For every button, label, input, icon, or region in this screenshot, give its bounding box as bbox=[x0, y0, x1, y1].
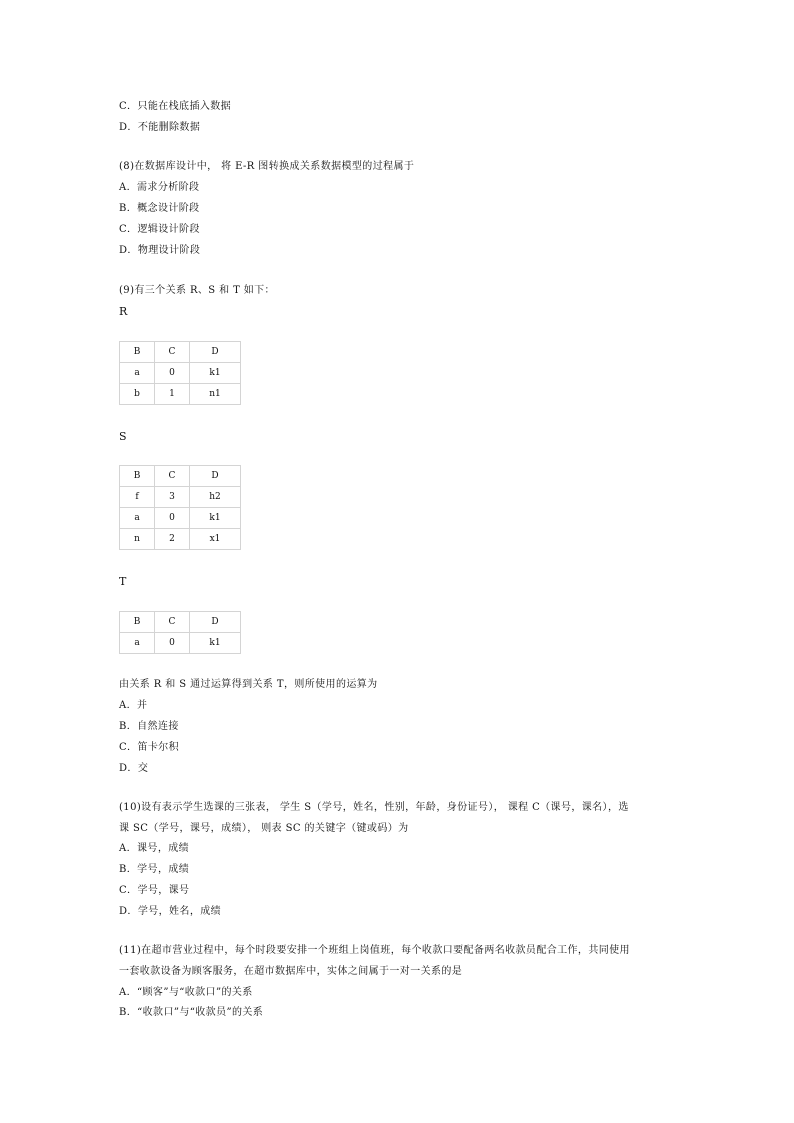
q9-option-a: A．并 bbox=[119, 700, 148, 711]
q8-option-c: C．逻辑设计阶段 bbox=[119, 224, 200, 235]
table-cell: 2 bbox=[155, 529, 190, 550]
table-header-row bbox=[120, 612, 241, 633]
q10-option-b: B．学号，成绩 bbox=[119, 864, 190, 875]
table-cell: D bbox=[190, 342, 241, 363]
table-header-row bbox=[120, 342, 241, 363]
table-cell: b bbox=[120, 384, 155, 405]
table-cell: a bbox=[120, 363, 155, 384]
q9-stem: (9)有三个关系 R、S 和 T 如下： bbox=[119, 285, 275, 296]
table-cell: 3 bbox=[155, 487, 190, 508]
q7-option-d: D．不能删除数据 bbox=[119, 122, 201, 133]
table-cell: f bbox=[120, 487, 155, 508]
table-cell: C bbox=[155, 466, 190, 487]
q10-stem-line2: 课 SC（学号，课号，成绩）， 则表 SC 的关键字（键或码）为 bbox=[119, 823, 409, 834]
q11-stem-line1: (11)在超市营业过程中，每个时段要安排一个班组上岗值班，每个收款口要配备两名收款员配合工作，共同使用 bbox=[119, 945, 630, 956]
table-cell: 0 bbox=[155, 508, 190, 529]
q8-option-b: B．概念设计阶段 bbox=[119, 203, 200, 214]
table-cell: k1 bbox=[190, 633, 241, 654]
table-header-row bbox=[120, 466, 241, 487]
q11-option-b: B．“收款口”与“收款员”的关系 bbox=[119, 1007, 264, 1018]
relation-t-label: T bbox=[119, 575, 127, 588]
relation-s-label: S bbox=[119, 430, 127, 443]
table-row bbox=[120, 487, 241, 508]
q7-option-c: C．只能在栈底插入数据 bbox=[119, 101, 232, 112]
q10-stem-line1: (10)设有表示学生选课的三张表， 学生 S（学号，姓名，性别，年龄，身份证号）， 课程 C（课号，课名），选 bbox=[119, 802, 629, 813]
table-cell: k1 bbox=[190, 508, 241, 529]
q10-option-d: D．学号，姓名，成绩 bbox=[119, 906, 222, 917]
table-cell: n bbox=[120, 529, 155, 550]
table-cell: k1 bbox=[190, 363, 241, 384]
q10-option-a: A．课号，成绩 bbox=[119, 843, 190, 854]
table-cell: 1 bbox=[155, 384, 190, 405]
relation-r-label: R bbox=[119, 305, 128, 318]
table-cell: 0 bbox=[155, 363, 190, 384]
relation-s-table bbox=[119, 465, 241, 550]
table-cell: B bbox=[120, 466, 155, 487]
table-row bbox=[120, 363, 241, 384]
table-cell: a bbox=[120, 633, 155, 654]
q8-stem: (8)在数据库设计中， 将 E-R 图转换成关系数据模型的过程属于 bbox=[119, 161, 415, 172]
q9-option-d: D．交 bbox=[119, 763, 149, 774]
table-cell: C bbox=[155, 612, 190, 633]
table-row bbox=[120, 529, 241, 550]
table-row bbox=[120, 633, 241, 654]
table-row bbox=[120, 384, 241, 405]
q11-stem-line2: 一套收款设备为顾客服务，在超市数据库中，实体之间属于一对一关系的是 bbox=[119, 966, 463, 977]
table-cell: n1 bbox=[190, 384, 241, 405]
table-cell: B bbox=[120, 612, 155, 633]
q9-question: 由关系 R 和 S 通过运算得到关系 T，则所使用的运算为 bbox=[119, 679, 378, 690]
relation-r-table bbox=[119, 341, 241, 405]
table-cell: x1 bbox=[190, 529, 241, 550]
relation-t-table bbox=[119, 611, 241, 654]
table-cell: h2 bbox=[190, 487, 241, 508]
table-cell: B bbox=[120, 342, 155, 363]
q9-option-c: C．笛卡尔积 bbox=[119, 742, 180, 753]
q8-option-d: D．物理设计阶段 bbox=[119, 245, 201, 256]
table-row bbox=[120, 508, 241, 529]
table-cell: D bbox=[190, 612, 241, 633]
q9-option-b: B．自然连接 bbox=[119, 721, 179, 732]
q10-option-c: C．学号，课号 bbox=[119, 885, 190, 896]
table-cell: D bbox=[190, 466, 241, 487]
table-cell: 0 bbox=[155, 633, 190, 654]
table-cell: C bbox=[155, 342, 190, 363]
q11-option-a: A．“顾客”与“收款口”的关系 bbox=[119, 987, 253, 998]
table-cell: a bbox=[120, 508, 155, 529]
q8-option-a: A．需求分析阶段 bbox=[119, 182, 200, 193]
